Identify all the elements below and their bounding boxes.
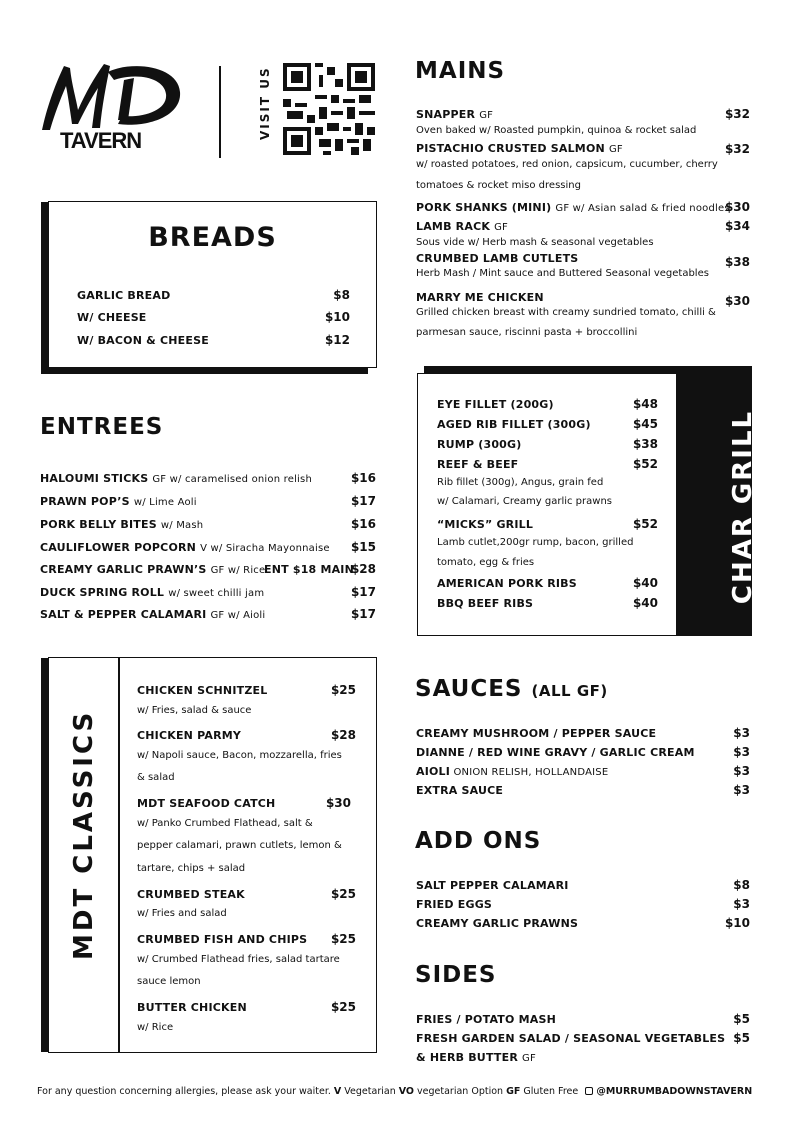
addons-price-prawns: $10 [724,916,750,930]
entrees-price-haloumi: $16 [350,471,376,485]
classics-item-butter-chicken: BUTTER CHICKEN [137,1001,247,1014]
instagram-icon [585,1087,593,1095]
entrees-item-duck-roll: DUCK SPRING ROLL w/ sweet chilli jam [40,586,265,599]
qr-code-icon[interactable] [283,63,375,155]
classics-title: MDT CLASSICS [69,709,99,960]
classics-desc-seafood-3: tartare, chips + salad [137,863,246,874]
grill-item-micks: “MICKS” GRILL [437,518,534,531]
breads-box [48,201,377,368]
addons-price-calamari: $8 [733,878,750,892]
visit-us-label: VISIT US [258,66,272,140]
mains-price-salmon: $32 [724,142,750,156]
logo-mark-icon [38,58,188,133]
mains-desc-salmon-1: w/ roasted potatoes, red onion, capsicum, cucumber, cherry [416,159,718,170]
entrees-price-calamari: $17 [350,607,376,621]
grill-desc-micks-2: tomato, egg & fries [437,557,535,568]
sides-price-salad: $5 [733,1031,750,1045]
breads-item-bacon: W/ BACON & CHEESE [77,334,209,347]
logo-divider [219,66,221,158]
grill-price-eye-fillet: $48 [632,397,658,411]
entrees-price-duck-roll: $17 [350,585,376,599]
entrees-title: ENTREES [40,414,164,440]
breads-price-bacon: $12 [324,333,350,347]
grill-desc-reef-beef-2: w/ Calamari, Creamy garlic prawns [437,496,612,507]
sauces-item-extra: EXTRA SAUCE [416,784,504,797]
mains-price-marry-me: $30 [724,294,750,308]
sides-item-fries: FRIES / POTATO MASH [416,1013,556,1026]
classics-divider [118,658,120,1052]
classics-desc-seafood-1: w/ Panko Crumbed Flathead, salt & [137,818,313,829]
classics-item-seafood: MDT SEAFOOD CATCH [137,797,276,810]
mains-price-snapper: $32 [724,107,750,121]
grill-item-pork-ribs: AMERICAN PORK RIBS [437,577,577,590]
sauces-price-mushroom: $3 [733,726,750,740]
entrees-item-garlic-prawns-extra: ENT $18 MAIN [264,563,355,576]
entrees-item-prawn-pops: PRAWN POP’S w/ Lime Aoli [40,495,197,508]
grill-item-rib-fillet: AGED RIB FILLET (300G) [437,418,591,431]
classics-desc-butter-chicken: w/ Rice [137,1022,174,1033]
classics-desc-parmy-1: w/ Napoli sauce, Bacon, mozzarella, fries [137,750,342,761]
classics-box [48,657,377,1053]
classics-desc-fish-2: sauce lemon [137,976,201,987]
addons-item-eggs: FRIED EGGS [416,898,493,911]
grill-price-rib-fillet: $45 [632,417,658,431]
logo-word: TAVERN [60,128,142,153]
logo [38,58,188,158]
mains-desc-marry-me-2: parmesan sauce, riscinni pasta + broccollini [416,327,638,338]
breads-title: BREADS [148,222,277,253]
sides-title: SIDES [415,962,497,988]
classics-price-butter-chicken: $25 [330,1000,356,1014]
mains-item-lamb-cutlets: CRUMBED LAMB CUTLETS [416,252,579,265]
mains-desc-salmon-2: tomatoes & rocket miso dressing [416,180,581,191]
classics-price-schnitzel: $25 [330,683,356,697]
mains-item-marry-me: MARRY ME CHICKEN [416,291,544,304]
entrees-item-cauliflower: CAULIFLOWER POPCORN V w/ Siracha Mayonnaise [40,541,330,554]
entrees-item-haloumi: HALOUMI STICKS GF w/ caramelised onion relish [40,472,312,485]
footer-social[interactable]: @MURRUMBADOWNSTAVERN [585,1086,752,1097]
classics-price-parmy: $28 [330,728,356,742]
grill-price-rump: $38 [632,437,658,451]
grill-item-rump: RUMP (300G) [437,438,522,451]
entrees-price-prawn-pops: $17 [350,494,376,508]
grill-item-beef-ribs: BBQ BEEF RIBS [437,597,534,610]
breads-price-garlic: $8 [333,288,350,302]
classics-item-fish: CRUMBED FISH AND CHIPS [137,933,308,946]
sauces-price-extra: $3 [733,783,750,797]
grill-desc-micks-1: Lamb cutlet,200gr rump, bacon, grilled [437,537,634,548]
classics-desc-seafood-2: pepper calamari, prawn cutlets, lemon & [137,840,342,851]
breads-item-garlic: GARLIC BREAD [77,289,171,302]
sauces-item-aioli: AIOLI ONION RELISH, HOLLANDAISE [416,765,609,778]
grill-price-reef-beef: $52 [632,457,658,471]
addons-item-calamari: SALT PEPPER CALAMARI [416,879,569,892]
grill-price-beef-ribs: $40 [632,596,658,610]
addons-item-prawns: CREAMY GARLIC PRAWNS [416,917,579,930]
mains-item-salmon: PISTACHIO CRUSTED SALMON GF [416,142,623,155]
sides-price-fries: $5 [733,1012,750,1026]
entrees-price-garlic-prawns: $28 [350,562,376,576]
grill-price-micks: $52 [632,517,658,531]
classics-desc-parmy-2: & salad [137,772,175,783]
addons-price-eggs: $3 [733,897,750,911]
classics-item-steak: CRUMBED STEAK [137,888,245,901]
grill-item-reef-beef: REEF & BEEF [437,458,519,471]
mains-desc-lamb-cutlets: Herb Mash / Mint sauce and Buttered Seasonal vegetables [416,268,709,279]
addons-title: ADD ONS [415,828,542,854]
entrees-item-garlic-prawns: CREAMY GARLIC PRAWN’S GF w/ Rice [40,563,266,576]
char-grill-shadow [424,366,752,373]
entrees-price-cauliflower: $15 [350,540,376,554]
sides-item-salad: FRESH GARDEN SALAD / SEASONAL VEGETABLES [416,1032,726,1045]
entrees-item-calamari: SALT & PEPPER CALAMARI GF w/ Aioli [40,608,266,621]
mains-title: MAINS [415,58,506,84]
entrees-price-pork-belly: $16 [350,517,376,531]
mains-desc-lamb-rack: Sous vide w/ Herb mash & seasonal vegetables [416,237,654,248]
char-grill-title: CHAR GRILL [728,409,758,605]
entrees-item-pork-belly: PORK BELLY BITES w/ Mash [40,518,204,531]
classics-item-schnitzel: CHICKEN SCHNITZEL [137,684,268,697]
mains-item-lamb-rack: LAMB RACK GF [416,220,509,233]
mains-price-pork-shanks: $30 [724,200,750,214]
mains-desc-marry-me-1: Grilled chicken breast with creamy sundried tomato, chilli & [416,307,716,318]
mains-price-lamb-rack: $34 [724,219,750,233]
mains-price-lamb-cutlets: $38 [724,255,750,269]
mains-desc-snapper: Oven baked w/ Roasted pumpkin, quinoa & rocket salad [416,125,697,136]
classics-desc-fish-1: w/ Crumbed Flathead fries, salad tartare [137,954,340,965]
sauces-item-mushroom: CREAMY MUSHROOM / PEPPER SAUCE [416,727,657,740]
footer-allergy: For any question concerning allergies, please ask your waiter. V Vegetarian VO vegetarian Option GF Gluten Free [37,1086,579,1097]
breads-price-cheese: $10 [324,310,350,324]
classics-desc-schnitzel: w/ Fries, salad & sauce [137,705,252,716]
sauces-title: SAUCES (ALL GF) [415,676,608,702]
char-grill-box [417,373,758,636]
sides-item-herb-butter: & HERB BUTTER GF [416,1051,536,1064]
grill-price-pork-ribs: $40 [632,576,658,590]
sauces-item-dianne: DIANNE / RED WINE GRAVY / GARLIC CREAM [416,746,695,759]
mains-item-pork-shanks: PORK SHANKS (MINI) GF w/ Asian salad & fried noodles [416,201,730,214]
classics-item-parmy: CHICKEN PARMY [137,729,242,742]
sauces-subtitle: (ALL GF) [531,682,608,700]
classics-price-fish: $25 [330,932,356,946]
sauces-price-dianne: $3 [733,745,750,759]
classics-desc-steak: w/ Fries and salad [137,908,227,919]
grill-desc-reef-beef-1: Rib fillet (300g), Angus, grain fed [437,477,604,488]
mains-item-snapper: SNAPPER GF [416,108,494,121]
grill-item-eye-fillet: EYE FILLET (200G) [437,398,554,411]
breads-item-cheese: W/ CHEESE [77,311,147,324]
sauces-price-aioli: $3 [733,764,750,778]
classics-price-steak: $25 [330,887,356,901]
classics-price-seafood: $30 [325,796,351,810]
